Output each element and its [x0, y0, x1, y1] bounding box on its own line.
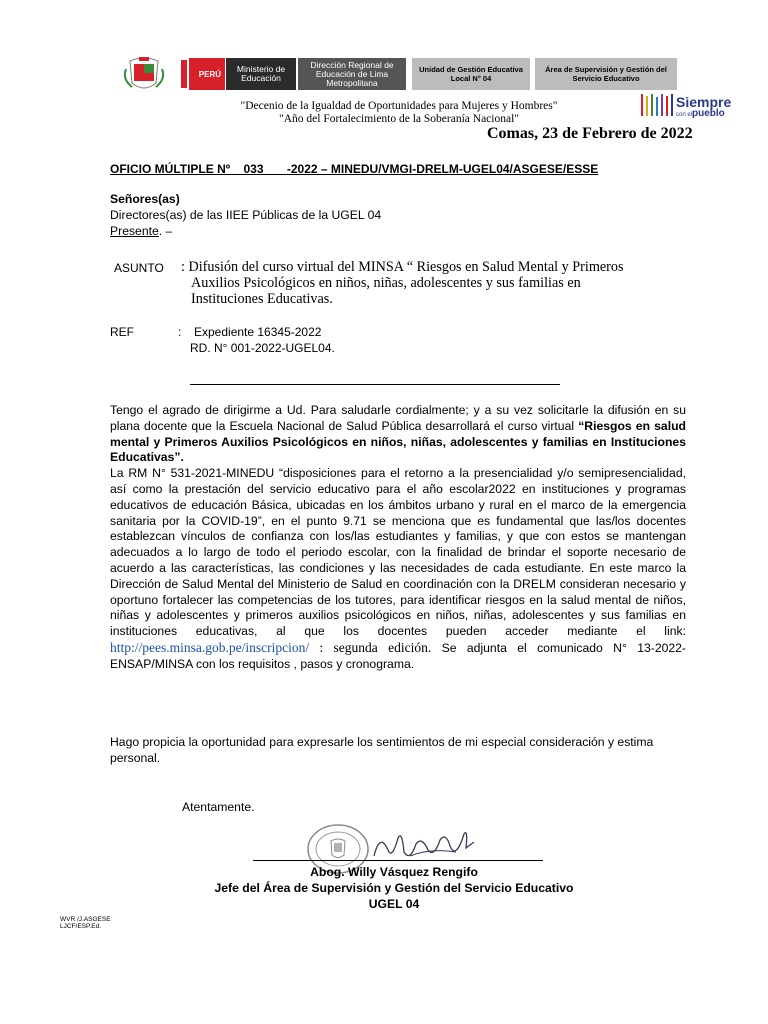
presente-word: Presente — [110, 224, 159, 238]
signature-line — [253, 860, 543, 861]
signer-name: Abog. Willy Vásquez Rengifo — [310, 865, 478, 879]
asunto-line-2: Auxilios Psicológicos en niños, niñas, adolescentes y sus familias en — [191, 275, 581, 291]
presente-suffix: . – — [158, 224, 173, 238]
body-p2-edition: : segunda edición. — [309, 639, 432, 655]
signer-unit: UGEL 04 — [368, 897, 420, 911]
document-date: Comas, 23 de Febrero de 2022 — [487, 125, 693, 142]
siempre-logo-icon — [640, 92, 674, 118]
separator-line — [190, 384, 560, 385]
header-peru-label: PERÚ — [179, 58, 225, 90]
asunto-line-3: Instituciones Educativas. — [191, 291, 333, 307]
recipient-senores: Señores(as) — [110, 192, 180, 206]
siempre-logo-text: Siempre — [676, 94, 732, 110]
inscription-link[interactable]: http://pees.minsa.gob.pe/inscripcion/ — [110, 639, 310, 655]
header-unidad-gestion: Unidad de Gestión Educativa Local N° 04 — [412, 58, 530, 90]
siempre-con-el: con el — [676, 112, 693, 118]
atentamente-text: Atentamente. — [182, 800, 255, 814]
body-p2-text: La RM N° 531-2021-MINEDU “disposiciones para el retorno a la presencialidad y/o semipresencialidad, así como la prestación del servicio educativo para el año escolar2022 en instituciones y programas educativos de educación Básica, ubicadas en los ámbitos urbano y rural en el marco de la emergencia sanitaria por la COVID-19”, en el punto 9.71 se menciona que es fundamental que las/los docentes establezcan vínculos de confianza con los/las estudiantes y familias, y que con estos se mantengan adecuados a lo largo de todo el periodo escolar, con la finalidad de brindar el soporte necesario de acuerdo a las características, las condiciones y las necesidades de cada estudiante. En este marco la Dirección de Salud Mental del Ministerio de Salud en coordinación con la DRELM consideran necesario y oportuno fortalecer las competencias de los tutores, para identificar riesgos en la salud mental de niños, niñas y adolescentes y primeros auxilios psicológicos en niños, niñas, adolescentes y sus familias en instituciones educativas, al que los docentes pueden acceder mediante el link: — [110, 466, 686, 639]
asunto-line-1: : Difusión del curso virtual del MINSA “ Riesgos en Salud Mental y Primeros — [181, 259, 624, 275]
signer-title: Jefe del Área de Supervisión y Gestión del Servicio Educativo — [214, 881, 574, 895]
decenio-line-1: "Decenio de la Igualdad de Oportunidades para Mujeres y Hombres" — [240, 100, 558, 112]
letter-body — [110, 403, 686, 673]
ref-resolucion: RD. N° 001-2022-UGEL04. — [190, 341, 335, 355]
peru-coat-of-arms-icon — [124, 55, 164, 93]
ref-label: REF — [110, 325, 134, 339]
footer-line-2: LJCF/ESP.Ed. — [60, 923, 102, 930]
recipient-directores: Directores(as) de las IIEE Públicas de la UGEL 04 — [110, 208, 382, 222]
header-area-supervision: Área de Supervisión y Gestión del Servicio Educativo — [535, 58, 677, 90]
header-ministerio: Ministerio de Educación — [226, 58, 296, 90]
siempre-logo-subtext — [676, 108, 725, 119]
ref-colon: : — [178, 325, 182, 339]
body-paragraph-1 — [110, 403, 686, 466]
decenio-line-2: "Año del Fortalecimiento de la Soberanía Nacional" — [279, 112, 519, 125]
oficio-number: OFICIO MÚLTIPLE Nº 033 -2022 – MINEDU/VMGI-DRELM-UGEL04/ASGESE/ESSE — [110, 162, 599, 176]
decenio-text — [160, 100, 638, 125]
footer-initials — [60, 916, 111, 930]
signature-block — [150, 864, 638, 912]
body-p1-text: Tengo el agrado de dirigirme a Ud. Para saludarle cordialmente; y a su vez solicitarle la difusión en su plana docente que la Escuela Nacional de Salud Pública desarrollará el curso virtual — [110, 403, 686, 433]
recipient-presente — [110, 224, 172, 240]
body-p1-course-title: “Riesgos en salud mental y Primeros Auxilios Psicológicos en niños, niñas, adolescentes y familias en Instituciones Educativas”. — [110, 418, 686, 465]
body-paragraph-2 — [110, 466, 686, 672]
footer-line-1: WVR /J.ASGESE — [60, 916, 111, 923]
asunto-text — [181, 259, 687, 307]
header-direccion-regional: Dirección Regional de Educación de Lima Metropolitana — [298, 58, 406, 90]
ref-expediente: Expediente 16345-2022 — [194, 325, 322, 339]
peru-flag-stripe — [181, 60, 187, 88]
siempre-pueblo: pueblo — [692, 108, 725, 119]
asunto-label: ASUNTO — [114, 261, 164, 275]
body-p2-attachment: Se adjunta el comunicado N° 13-2022-ENSAP/MINSA con los requisitos , pasos y cronograma. — [110, 640, 686, 671]
closing-text: Hago propicia la oportunidad para expresarle los sentimientos de mi especial consideración y estima personal. — [110, 735, 654, 765]
